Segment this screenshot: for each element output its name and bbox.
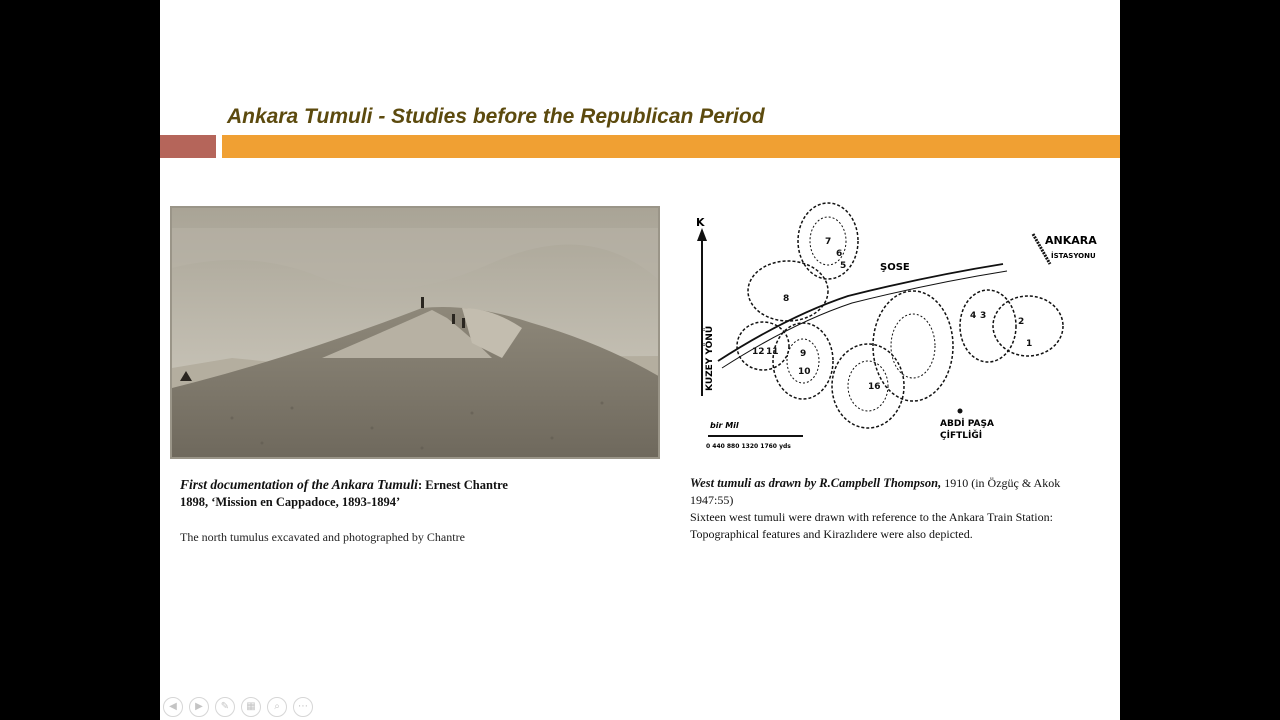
map-num-10: 10: [798, 367, 811, 377]
map-num-16: 16: [868, 382, 881, 392]
tumuli-sketch-map: [688, 196, 1103, 456]
right-caption: [690, 475, 1100, 543]
more-options-icon[interactable]: ⋯: [293, 697, 313, 717]
zoom-icon[interactable]: ⌕: [267, 697, 287, 717]
right-caption-year: 1910 (in Özgüç & Akok 1947:55): [690, 476, 1061, 507]
accent-bar-main: [222, 135, 1120, 158]
map-num-1: 1: [1026, 339, 1033, 349]
map-road-label: ŞOSE: [880, 262, 910, 273]
map-num-8: 8: [783, 294, 790, 304]
accent-bar-left: [160, 135, 216, 158]
slide: [160, 0, 1120, 720]
map-station-label: İSTASYONU: [1051, 252, 1096, 260]
pen-icon[interactable]: ✎: [215, 697, 235, 717]
map-num-6: 6: [836, 249, 843, 259]
previous-slide-icon[interactable]: ◀: [163, 697, 183, 717]
map-num-2: 2: [1018, 317, 1025, 327]
next-slide-icon[interactable]: ▶: [189, 697, 209, 717]
map-num-12: 12: [752, 347, 765, 357]
map-scale-ticks: 0 440 880 1320 1760 yds: [706, 443, 791, 450]
map-farm-label-1: ABDİ PAŞA: [940, 419, 994, 429]
map-num-7: 7: [825, 237, 832, 247]
right-caption-title: West tumuli as drawn by R.Campbell Thompson,: [690, 476, 942, 490]
left-caption-author: : Ernest Chantre: [417, 478, 508, 492]
map-num-9: 9: [800, 349, 807, 359]
left-caption-title: First documentation of the Ankara Tumuli: [180, 477, 418, 492]
map-num-5: 5: [840, 261, 847, 271]
map-num-3: 3: [980, 311, 987, 321]
map-num-11: 11: [766, 347, 779, 357]
map-north-direction: KUZEY YÖNÜ: [705, 325, 715, 391]
left-caption-source: 1898, ‘Mission en Cappadoce, 1893-1894’: [180, 495, 401, 509]
presentation-controls: [163, 697, 313, 717]
map-num-4: 4: [970, 311, 977, 321]
map-ankara-label: ANKARA: [1045, 234, 1097, 247]
map-scale-title: bir Mil: [710, 421, 739, 430]
map-north-label: K: [696, 216, 705, 229]
slide-title: Ankara Tumuli - Studies before the Republican Period: [227, 105, 765, 128]
tumulus-photograph: [170, 206, 660, 459]
right-caption-body: Sixteen west tumuli were drawn with reference to the Ankara Train Station: Topographical features and Kirazlıdere were also depicted.: [690, 510, 1053, 541]
map-farm-label-2: ÇİFTLİĞİ: [940, 431, 983, 441]
left-note: The north tumulus excavated and photographed by Chantre: [180, 530, 465, 544]
left-caption: [180, 476, 590, 511]
all-slides-icon[interactable]: ▦: [241, 697, 261, 717]
